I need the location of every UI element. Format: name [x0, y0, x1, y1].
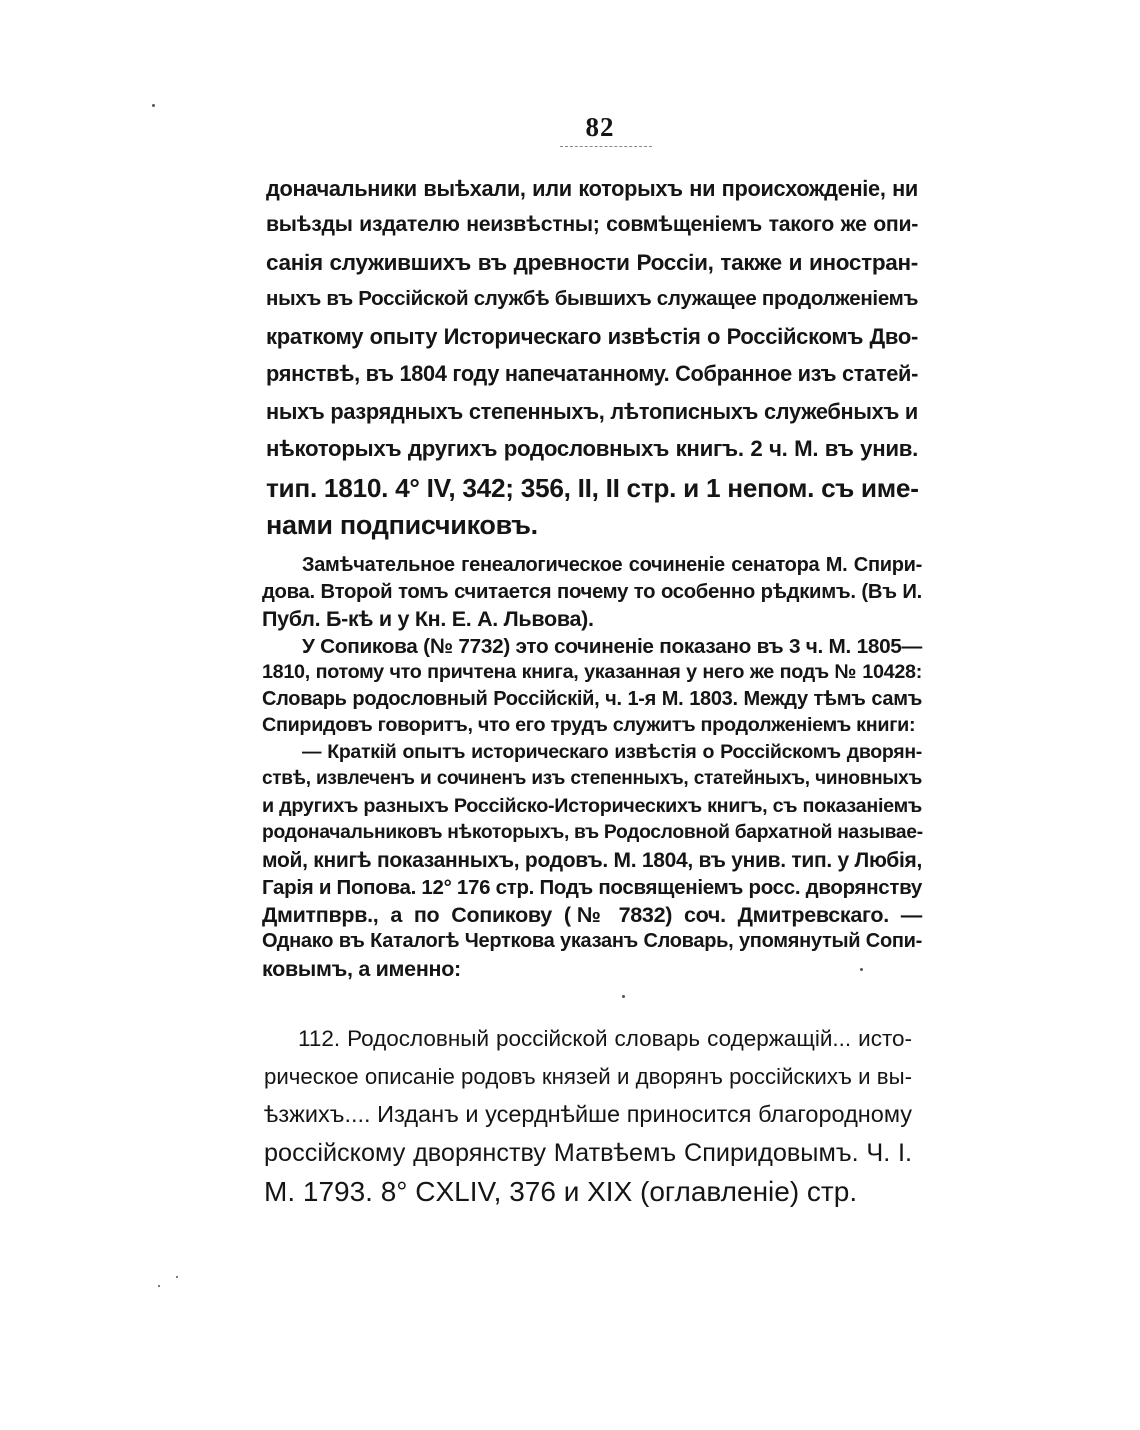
entry-line: россійскому дворянству Матвѣемъ Спиридовымъ. Ч. I. [264, 1139, 912, 1167]
note-line: Словарь родословный Россійскій, ч. 1-я М. 1803. Между тѣмъ самъ [262, 688, 922, 710]
note-line: Публ. Б-кѣ и у Кн. Е. А. Львова). [262, 607, 594, 631]
scan-speck [152, 104, 155, 107]
main-line: нами подписчиковъ. [266, 510, 538, 540]
note-line: Однако въ Каталогѣ Черткова указанъ Словарь, упомянутый Сопи- [262, 930, 922, 952]
note-line: Замѣчательное генеалогическое сочиненіе сенатора М. Спири- [302, 554, 922, 576]
main-line: краткому опыту Историческаго извѣстія о Россійскомъ Дво- [266, 324, 918, 349]
entry-line: рическое описаніе родовъ князей и дворянъ россійскихъ и вы- [264, 1064, 912, 1089]
note-line: ствѣ, извлеченъ и сочиненъ изъ степенныхъ, статейныхъ, чиновныхъ [262, 768, 922, 789]
main-line: выѣзды издателю неизвѣстны; совмѣщеніемъ такого же опи- [266, 212, 918, 236]
note-line: дова. Второй томъ считается почему то особенно рѣдкимъ. (Въ И. [262, 581, 922, 603]
note-line: — Краткій опытъ историческаго извѣстія о Россійскомъ дворян- [302, 741, 922, 763]
scan-speck [176, 1276, 178, 1278]
page-number-rule [560, 146, 652, 147]
note-line: Дмитпврв., а по Сопикову (№ 7832) соч. Дмитревскаго. — [262, 903, 922, 927]
main-line: ныхъ разрядныхъ степенныхъ, лѣтописныхъ служебныхъ и [266, 399, 918, 424]
note-line: мой, книгѣ показанныхъ, родовъ. М. 1804, въ унив. тип. у Любія, [262, 849, 922, 872]
note-line: Спиридовъ говоритъ, что его трудъ служитъ продолженіемъ книги: [262, 714, 916, 736]
entry-line: 112. Родословный россійской словарь содержащій... исто- [298, 1026, 912, 1051]
note-line: Гарія и Попова. 12° 176 стр. Подъ посвященіемъ росс. дворянству [262, 876, 923, 899]
main-line: рянствѣ, въ 1804 году напечатанному. Собранное изъ статей- [266, 361, 919, 386]
entry-line: ѣзжихъ.... Изданъ и усерднѣйше приносится благородному [264, 1101, 912, 1127]
main-line: доначальники выѣхали, или которыхъ ни происхожденіе, ни [266, 176, 918, 201]
scan-speck [158, 1285, 160, 1287]
note-line: и другихъ разныхъ Россійско-Историческихъ книгъ, съ показаніемъ [262, 795, 922, 817]
note-line: родоначальниковъ нѣкоторыхъ, въ Родословной бархатной называе- [262, 822, 923, 843]
main-line: санія служившихъ въ древности Россіи, также и иностран- [266, 250, 918, 275]
page-number: 82 [585, 112, 615, 142]
scan-speck [622, 995, 625, 998]
main-line: тип. 1810. 4° IV, 342; 356, II, II стр. и 1 непом. съ име- [266, 473, 919, 503]
main-line: ныхъ въ Россійской службѣ бывшихъ служащее продолженіемъ [266, 287, 919, 310]
note-line: ковымъ, а именно: [262, 957, 461, 981]
main-line: нѣкоторыхъ другихъ родословныхъ книгъ. 2 ч. М. въ унив. [266, 436, 918, 461]
entry-line: М. 1793. 8° CXLIV, 376 и XIX (оглавленіе) стр. [264, 1176, 858, 1207]
note-line: 1810, потому что причтена книга, указанная у него же подъ № 10428: [262, 661, 922, 683]
note-line: У Сопикова (№ 7732) это сочиненіе показано въ 3 ч. М. 1805— [302, 635, 922, 658]
scan-speck [860, 968, 863, 971]
